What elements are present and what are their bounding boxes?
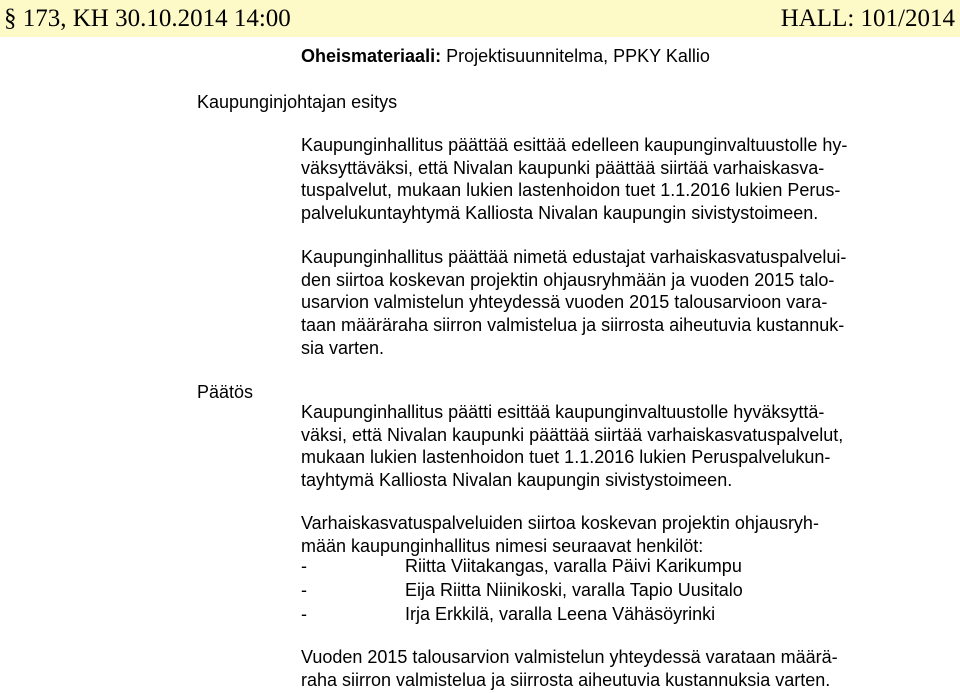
decision-paragraph-3 (301, 646, 921, 691)
list-dash: - (301, 604, 307, 624)
text-line: mukaan lukien lastenhoidon tuet 1.1.2016 lukien Peruspalvelukun- (301, 447, 831, 468)
document-header (0, 0, 960, 37)
text-line: taan määräraha siirron valmistelua ja siirrosta aiheutuvia kustannuk- (301, 315, 845, 336)
text-line: usarvion valmistelun yhteydessä vuoden 2015 talousarvioon vara- (301, 292, 828, 313)
text-line: mään kaupunginhallitus nimesi seuraavat henkilöt: (301, 535, 704, 556)
attachment-label: Oheismateriaali: (301, 46, 442, 66)
proposal-paragraph-1 (301, 134, 921, 225)
text-line: Varhaiskasvatuspalveluiden siirtoa koskevan projektin ohjausryh- (301, 513, 819, 533)
text-line: tuspalvelut, mukaan lukien lastenhoidon tuet 1.1.2016 lukien Perus- (301, 180, 841, 201)
text-line: sia varten. (301, 337, 385, 358)
attachment-line (301, 44, 710, 68)
member-name: Riitta Viitakangas, varalla Päivi Karikumpu (405, 556, 742, 576)
text-line: raha siirron valmistelua ja siirrosta aiheutuvia kustannuksia varten. (301, 669, 831, 690)
text-line: väksi, että Nivalan kaupunki päättää siirtää varhaiskasvatuspalvelut, (301, 424, 844, 445)
text-line: den siirtoa koskevan projektin ohjausryhmään ja vuoden 2015 talo- (301, 269, 835, 290)
list-dash: - (301, 556, 307, 576)
attachment-value: Projektisuunnitelma, PPKY Kallio (441, 46, 710, 66)
section-reference: § 173, KH 30.10.2014 14:00 (4, 5, 291, 32)
text-line: palvelukuntayhtymä Kalliosta Nivalan kaupungin sivistystoimeen. (301, 203, 819, 224)
decision-label: Päätös (197, 382, 254, 402)
hall-reference: HALL: 101/2014 (780, 5, 955, 32)
decision-paragraph-1 (301, 401, 921, 492)
text-line: Vuoden 2015 talousarvion valmistelun yhteydessä varataan määrä- (301, 647, 838, 667)
proposal-paragraph-2 (301, 246, 921, 360)
text-line: tayhtymä Kalliosta Nivalan kaupungin sivistystoimeen. (301, 470, 733, 491)
list-dash: - (301, 580, 307, 600)
member-name: Eija Riitta Niinikoski, varalla Tapio Uusitalo (405, 580, 743, 600)
text-line: Kaupunginhallitus päätti esittää kaupunginvaltuustolle hyväksyttä- (301, 402, 825, 422)
text-line: Kaupunginhallitus päättää nimetä edustajat varhaiskasvatuspalvelui- (301, 247, 847, 267)
decision-paragraph-2 (301, 512, 921, 557)
proposal-label: Kaupunginjohtajan esitys (197, 92, 398, 112)
text-line: Kaupunginhallitus päättää esittää edelleen kaupunginvaltuustolle hy- (301, 135, 848, 155)
member-name: Irja Erkkilä, varalla Leena Vähäsöyrinki (405, 604, 716, 624)
text-line: väksyttäväksi, että Nivalan kaupunki päättää siirtää varhaiskasva- (301, 157, 825, 178)
